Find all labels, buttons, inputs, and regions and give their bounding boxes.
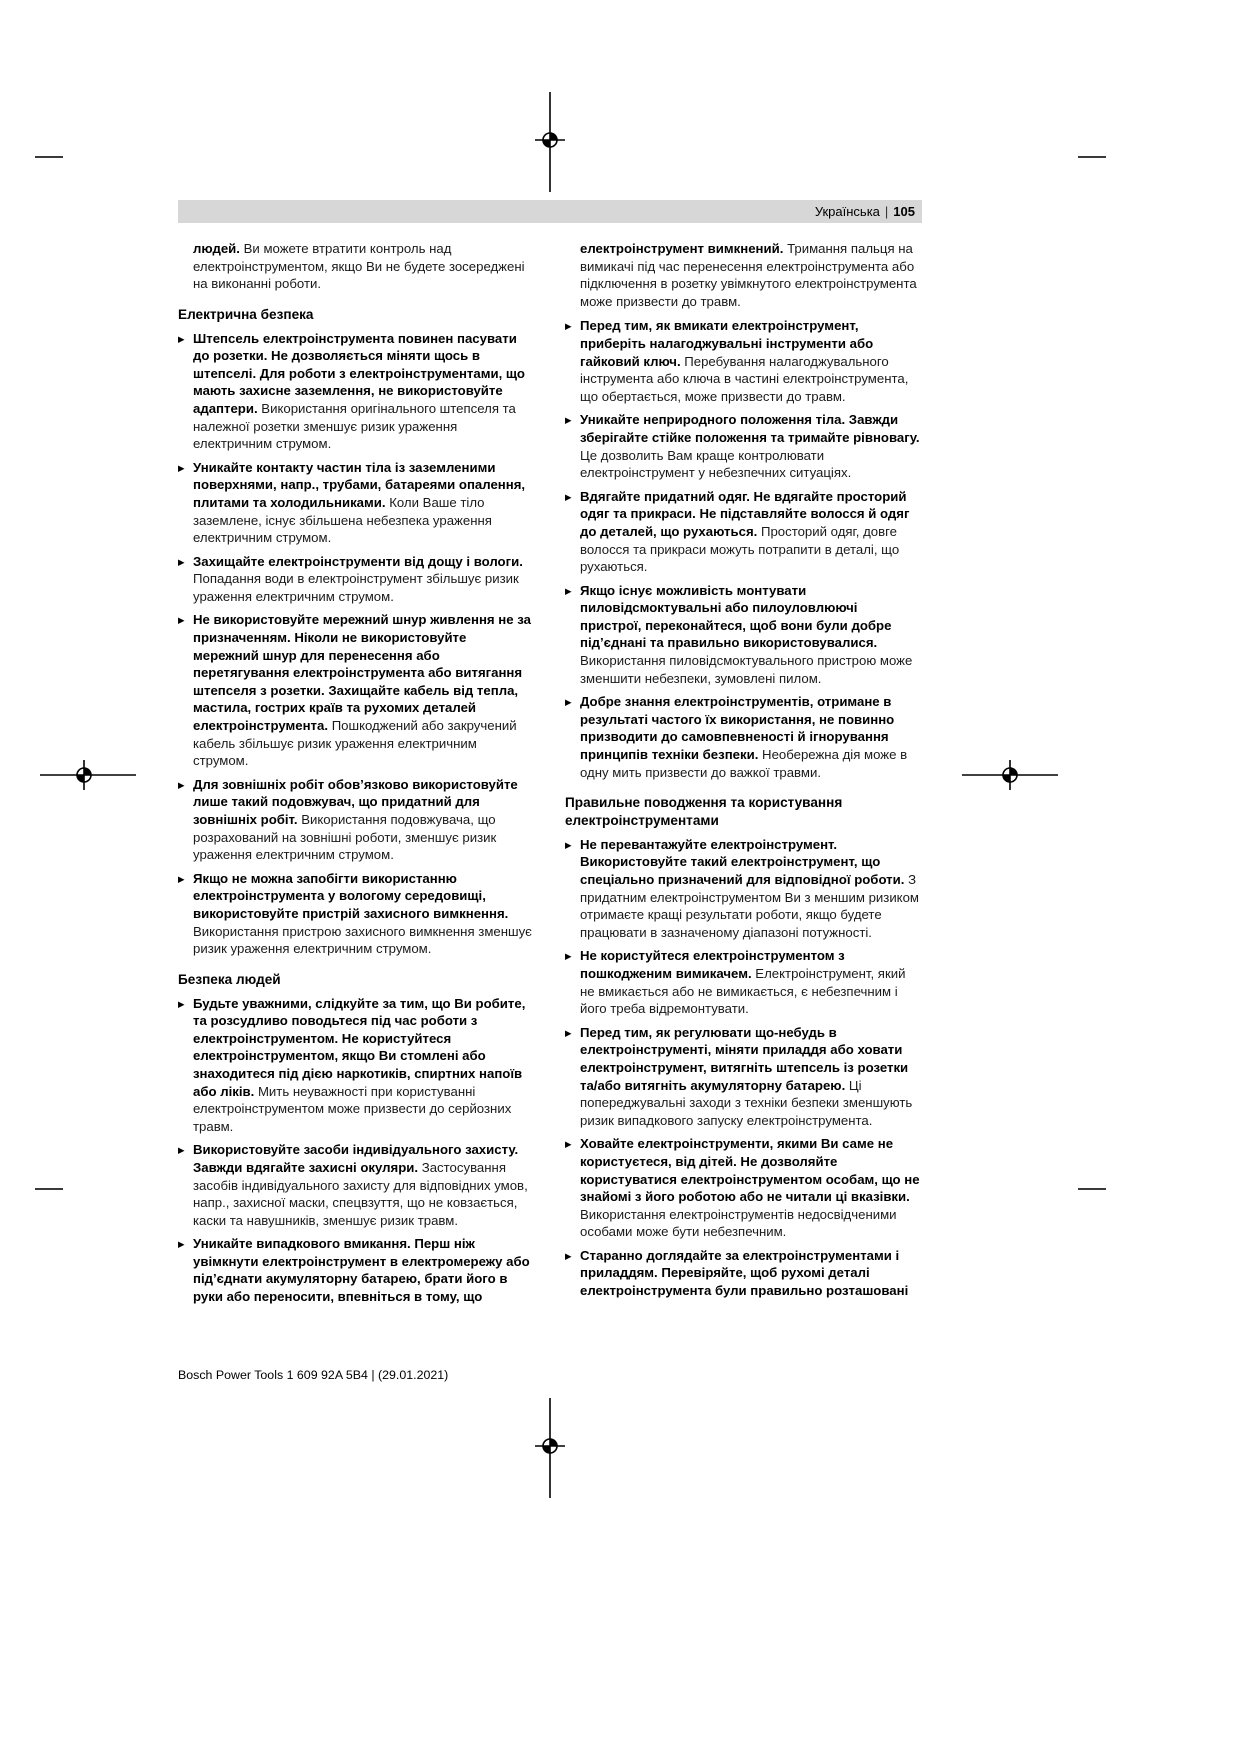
registration-mark-left-icon (40, 760, 136, 790)
emphasis-text: людей. (193, 241, 240, 256)
emphasis-text: Якщо не можна запобігти використанню електроінструмента у вологому середовищі, використовуйте пристрій захисного вимкнення. (193, 870, 509, 921)
body-text: Використання електроінструментів недосвідченими особами може бути небезпечним. (580, 1206, 897, 1240)
bullet-triangle-icon: ▶ (178, 462, 185, 473)
safety-instruction-item (565, 947, 922, 1017)
body-text: Використання пиловідсмоктувального пристрою може зменшити небезпеки, зумовлені пилом. (580, 653, 913, 686)
bullet-triangle-icon: ▶ (565, 951, 572, 962)
body-text: Попадання води в електроінструмент збільшує ризик ураження електричним струмом. (193, 571, 519, 604)
safety-instruction-item (178, 995, 535, 1136)
right-column (565, 240, 922, 1306)
bullet-triangle-icon: ▶ (565, 491, 572, 502)
emphasis-text: Уникайте випадкового вмикання. Перш ніж увімкнути електроінструмент в електромережу або під’єднати акумуляторну батарею, брати його в руки або переносити, впевніться в тому, що (193, 1236, 530, 1305)
bullet-triangle-icon: ▶ (178, 615, 185, 626)
safety-instruction-item (565, 693, 922, 781)
emphasis-text: Старанно доглядайте за електроінструментами і приладдям. Перевіряйте, щоб рухомі деталі електроінструмента були правильно розташовані (580, 1247, 909, 1299)
safety-instruction-item (178, 1141, 535, 1229)
body-text: Ці попереджувальні заходи з техніки безпеки зменшують ризик випадкового запуску електроінструмента. (580, 1077, 913, 1128)
body-text: Пошкоджений або закручений кабель збільшує ризик ураження електричним струмом. (193, 718, 517, 769)
continuation-paragraph (565, 240, 922, 310)
registration-mark-bottom-icon (535, 1398, 565, 1498)
registration-mark-right-icon (962, 760, 1058, 790)
bullet-triangle-icon: ▶ (178, 998, 185, 1009)
bullet-triangle-icon: ▶ (565, 415, 572, 426)
emphasis-text: Уникайте контакту частин тіла із заземленими поверхнями, напр., трубами, батареями опалення, плитами та холодильниками. (193, 459, 526, 510)
body-text: Використання подовжувача, що розрахований на зовнішні роботи, зменшує ризик ураження електричним струмом. (193, 812, 497, 863)
body-text: Електроінструмент, який не вмикається або не вимикається, є небезпечним і його треба відремонтувати. (580, 965, 906, 1017)
crop-mark-lower-right (1078, 1188, 1106, 1190)
emphasis-text: Вдягайте придатний одяг. Не вдягайте просторий одяг та прикраси. Не підставляйте волосся й одяг до деталей, що рухаються. (580, 488, 910, 539)
content-columns (178, 240, 922, 1306)
emphasis-text: електроінструмент вимкнений. (580, 241, 784, 256)
emphasis-text: Не користуйтеся електроінструментом з пошкодженим вимикачем. (580, 948, 845, 981)
crop-mark-top-right (1078, 156, 1106, 158)
body-text: Коли Ваше тіло заземлене, існує збільшена небезпека ураження електричним струмом. (193, 494, 492, 546)
emphasis-text: Не перевантажуйте електроінструмент. Використовуйте такий електроінструмент, що спеціально призначений для відповідної роботи. (580, 836, 905, 887)
body-text: Використання оригінального штепселя та належної розетки зменшує ризик ураження електричним струмом. (193, 400, 516, 452)
body-text: Мить неуважності при користуванні електроінструментом може призвести до серйозних травм. (193, 1083, 512, 1134)
safety-instruction-item (565, 317, 922, 405)
safety-instruction-item (178, 553, 535, 606)
bullet-triangle-icon: ▶ (565, 321, 572, 332)
body-text: Застосування засобів індивідуального захисту для відповідних умов, напр., захисної маски, спецвзуття, що не ковзається, каски та навушників, зменшує ризик травм. (193, 1159, 528, 1228)
bullet-triangle-icon: ▶ (178, 1239, 185, 1250)
body-text: З придатним електроінструментом Ви з меншим ризиком отримаєте кращі результати роботи, якщо будете працювати в зазначеному діапазоні потужності. (580, 872, 919, 940)
safety-instruction-item (565, 1024, 922, 1130)
safety-instruction-item (178, 459, 535, 547)
bullet-triangle-icon: ▶ (565, 697, 572, 708)
body-text: Перебування налагоджувального інструмента або ключа в частині електроінструмента, що обертається, може призвести до травм. (580, 353, 909, 404)
emphasis-text: Не використовуйте мережний шнур живлення не за призначенням. Ніколи не використовуйте мережний шнур для перенесення або перетягування електроінструмента або витягання штепселя з розетки. Захищайте кабель від тепла, мастила, гострих країв та рухомих деталей електроінструмента. (193, 612, 531, 734)
bullet-triangle-icon: ▶ (565, 585, 572, 596)
emphasis-text: Штепсель електроінструмента повинен пасувати до розетки. Не дозволяється міняти щось в штепселі. Для роботи з електроінструментами, що мають захисне заземлення, не використовуйте адаптери. (193, 330, 525, 416)
emphasis-text: Будьте уважними, слідкуйте за тим, що Ви робите, та розсудливо поводьтеся під час роботи з електроінструментом. Не користуйтеся електроінструментом, якщо Ви стомлені або знаходитеся під дією наркотиків, спиртних напоїв або ліків. (193, 995, 526, 1099)
registration-mark-top-icon (535, 92, 565, 192)
bullet-triangle-icon: ▶ (178, 333, 185, 344)
safety-instruction-item (178, 870, 535, 958)
safety-instruction-item (565, 582, 922, 688)
left-column (178, 240, 535, 1306)
header-language-label: Українська (814, 204, 880, 219)
bullet-triangle-icon: ▶ (565, 1250, 572, 1261)
emphasis-text: Перед тим, як вмикати електроінструмент, приберіть налагоджувальні інструменти або гайковий ключ. (580, 318, 874, 369)
bullet-triangle-icon: ▶ (178, 779, 185, 790)
emphasis-text: Перед тим, як регулювати що-небудь в електроінструменті, міняти приладдя або ховати електроінструмент, витягніть штепсель із розетки та/або витягніть акумуляторну батарею. (580, 1024, 909, 1093)
safety-instruction-item (565, 1135, 922, 1241)
continuation-paragraph (178, 240, 535, 293)
emphasis-text: Використовуйте засоби індивідуального захисту. Завжди вдягайте захисні окуляри. (193, 1142, 519, 1175)
section-heading: Правильне поводження та користування електроінструментами (565, 795, 843, 829)
body-text: Тримання пальця на вимикачі під час перенесення електроінструмента або підключення в розетку увімкнутого електроінструмента може призвести до травм. (580, 241, 917, 309)
bullet-triangle-icon: ▶ (178, 873, 185, 884)
section-heading: Безпека людей (178, 971, 281, 987)
section-heading: Електрична безпека (178, 306, 314, 322)
safety-instruction-item (178, 776, 535, 864)
body-text: Це дозволить Вам краще контролювати електроінструмент у небезпечних ситуаціях. (580, 447, 852, 481)
body-text: Використання пристрою захисного вимкнення зменшує ризик ураження електричним струмом. (193, 923, 532, 957)
bullet-triangle-icon: ▶ (178, 556, 185, 567)
emphasis-text: Захищайте електроінструменти від дощу і вологи. (193, 553, 523, 569)
safety-instruction-item (565, 488, 922, 576)
body-text: Ви можете втратити контроль над електроінструментом, якщо Ви не будете зосереджені на виконанні роботи. (193, 241, 525, 292)
crop-mark-top-left (35, 156, 63, 158)
safety-instruction-item (178, 1235, 535, 1305)
crop-mark-lower-left (35, 1188, 63, 1190)
body-text: Просторий одяг, довге волосся та прикраси можуть потрапити в деталі, що рухаються. (580, 523, 900, 575)
safety-instruction-item (565, 411, 922, 481)
emphasis-text: Добре знання електроінструментів, отримане в результаті частого їх використання, не повинно призводити до самовпевненості й ігнорування принципів техніки безпеки. (580, 694, 895, 763)
body-text: Необережна дія може в одну мить призвести до важкої травми. (580, 747, 908, 780)
safety-instruction-item (178, 330, 535, 453)
safety-instruction-item (565, 1247, 922, 1300)
bullet-triangle-icon: ▶ (178, 1145, 185, 1156)
bullet-triangle-icon: ▶ (565, 1027, 572, 1038)
emphasis-text: Ховайте електроінструменти, якими Ви саме не користуєтеся, від дітей. Не дозволяйте користуватися електроінструментом особам, що не знайомі з його роботою або не читали ці вказівки. (580, 1136, 920, 1205)
bullet-triangle-icon: ▶ (565, 839, 572, 850)
bullet-triangle-icon: ▶ (565, 1139, 572, 1150)
emphasis-text: Для зовнішніх робіт обов’язково використовуйте лише такий подовжувач, що придатний для зовнішніх робіт. (193, 776, 518, 828)
emphasis-text: Якщо існує можливість монтувати пиловідсмоктувальні або пилоуловлюючі пристрої, переконайтеся, щоб вони були добре під’єднані та правильно використовувалися. (580, 582, 892, 651)
safety-instruction-item (178, 611, 535, 769)
header-page-number: 105 (893, 204, 915, 219)
page-footer: Bosch Power Tools 1 609 92A 5B4 | (29.01.2021) (178, 1368, 449, 1382)
page-header (178, 200, 922, 223)
header-divider: | (884, 204, 889, 219)
emphasis-text: Уникайте неприродного положення тіла. Завжди зберігайте стійке положення та тримайте рівновагу. (580, 412, 920, 445)
safety-instruction-item (565, 836, 922, 942)
